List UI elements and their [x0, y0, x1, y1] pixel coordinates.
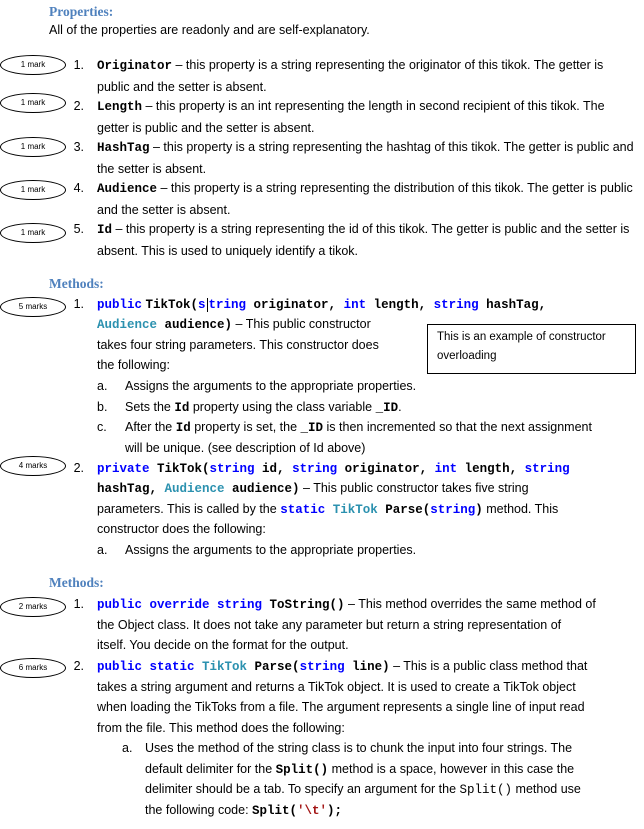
sub-letter: a.	[122, 741, 133, 755]
property-name: HashTag	[97, 141, 150, 155]
mark-badge: 1 mark	[0, 55, 66, 75]
constructor-signature: public TikTok(s tring originator, int length, string hashTag,	[97, 298, 547, 312]
sub-item-cont: the following code: Split('\t');	[145, 803, 343, 818]
method-desc: itself. You decide on the format for the output.	[97, 638, 349, 652]
sub-item-cont: will be unique. (see description of Id above)	[125, 441, 366, 455]
properties-heading: Properties:	[49, 4, 114, 19]
list-number: 2.	[73, 659, 84, 673]
constructor-signature-cont: hashTag, Audience audience) – This public constructor takes five string	[97, 481, 529, 496]
mark-badge: 2 marks	[0, 597, 66, 617]
property-desc: this property is a string representing the originator of this tikok. The getter is public and the setter is absent.	[97, 58, 604, 94]
list-number: 1.	[73, 297, 84, 311]
property-desc: this property is a string representing the hashtag of this tikok. The getter is public and the setter is absent.	[97, 140, 634, 176]
mark-badge: 1 mark	[0, 93, 66, 113]
constructors-heading: Methods:	[49, 276, 104, 291]
constructor-signature: private TikTok(string id, string originator, int length, string	[97, 462, 570, 476]
method-desc: the Object class. It does not take any parameter but return a string representation of	[97, 618, 562, 632]
property-item: Audience – this property is a string representing the distribution of this tikok. The getter is public and the setter is absent.	[97, 181, 633, 217]
mark-badge: 1 mark	[0, 223, 66, 243]
mark-badge: 4 marks	[0, 456, 66, 476]
method-desc: takes a string argument and returns a TikTok object. It is used to create a TikTok object	[97, 680, 576, 694]
property-desc: this property is a string representing the id of this tikok. The getter is public and the setter is absent. This is used to uniquely identify a tikok.	[97, 222, 630, 258]
property-item: Length – this property is an int representing the length in second recipient of this tikok. The getter is public and the setter is absent.	[97, 99, 605, 135]
constructor-desc: constructor does the following:	[97, 522, 266, 536]
property-desc: this property is an int representing the length in second recipient of this tikok. The getter is public and the setter is absent.	[97, 99, 605, 135]
constructor-desc: the following:	[97, 358, 170, 372]
mark-badge: 1 mark	[0, 137, 66, 157]
property-item: Id – this property is a string representing the id of this tikok. The getter is public and the setter is absent. This is used to uniquely identify a tikok.	[97, 222, 630, 258]
properties-intro: All of the properties are readonly and are self-explanatory.	[49, 23, 370, 37]
sub-item: Uses the method of the string class is to chunk the input into four strings. The	[145, 741, 573, 755]
text-cursor	[207, 298, 208, 312]
mark-badge: 6 marks	[0, 658, 66, 678]
list-number: 4.	[73, 181, 84, 195]
sub-letter: c.	[97, 420, 107, 434]
list-number: 1.	[73, 58, 84, 72]
list-number: 3.	[73, 140, 84, 154]
list-number: 2.	[73, 461, 84, 475]
property-name: Length	[97, 100, 143, 114]
method-signature: public static TikTok Parse(string line) – This is a public class method that	[97, 659, 588, 674]
method-desc: from the file. This method does the following:	[97, 721, 345, 735]
list-number: 1.	[73, 597, 84, 611]
methods-heading: Methods:	[49, 575, 104, 590]
sub-item-cont: delimiter should be a tab. To specify an argument for the Split() method use	[145, 782, 581, 797]
method-desc: when loading the TikToks from a file. The argument represents a single line of input read	[97, 700, 585, 714]
property-item: HashTag – this property is a string representing the hashtag of this tikok. The getter is public and the setter is absent.	[97, 140, 634, 176]
property-name: Id	[97, 223, 113, 237]
sub-item-cont: default delimiter for the Split() method is a space, however in this case the	[145, 762, 575, 777]
sub-letter: a.	[97, 379, 108, 393]
sub-item: Assigns the arguments to the appropriate properties.	[125, 543, 417, 557]
constructor-desc: takes four string parameters. This constructor does	[97, 338, 379, 352]
property-name: Audience	[97, 182, 158, 196]
property-item: Originator – this property is a string representing the originator of this tikok. The getter is public and the setter is absent.	[97, 58, 604, 94]
sub-item: Assigns the arguments to the appropriate properties.	[125, 379, 417, 393]
sub-item: After the Id property is set, the _ID is then incremented so that the next assignment	[125, 420, 592, 435]
mark-badge: 1 mark	[0, 180, 66, 200]
sub-item: Sets the Id property using the class variable _ID.	[125, 400, 402, 415]
property-name: Originator	[97, 59, 173, 73]
method-signature: public override string ToString() – This method overrides the same method of	[97, 597, 596, 612]
constructor-desc: parameters. This is called by the static TikTok Parse(string) method. This	[97, 502, 559, 517]
list-number: 2.	[73, 99, 84, 113]
sub-letter: b.	[97, 400, 108, 414]
constructor-signature-cont: Audience audience) – This public constructor	[97, 317, 371, 332]
overloading-note: This is an example of constructor overloading	[427, 324, 636, 374]
sub-letter: a.	[97, 543, 108, 557]
mark-badge: 5 marks	[0, 297, 66, 317]
property-desc: this property is a string representing the distribution of this tikok. The getter is public and the setter is absent.	[97, 181, 633, 217]
list-number: 5.	[73, 222, 84, 236]
